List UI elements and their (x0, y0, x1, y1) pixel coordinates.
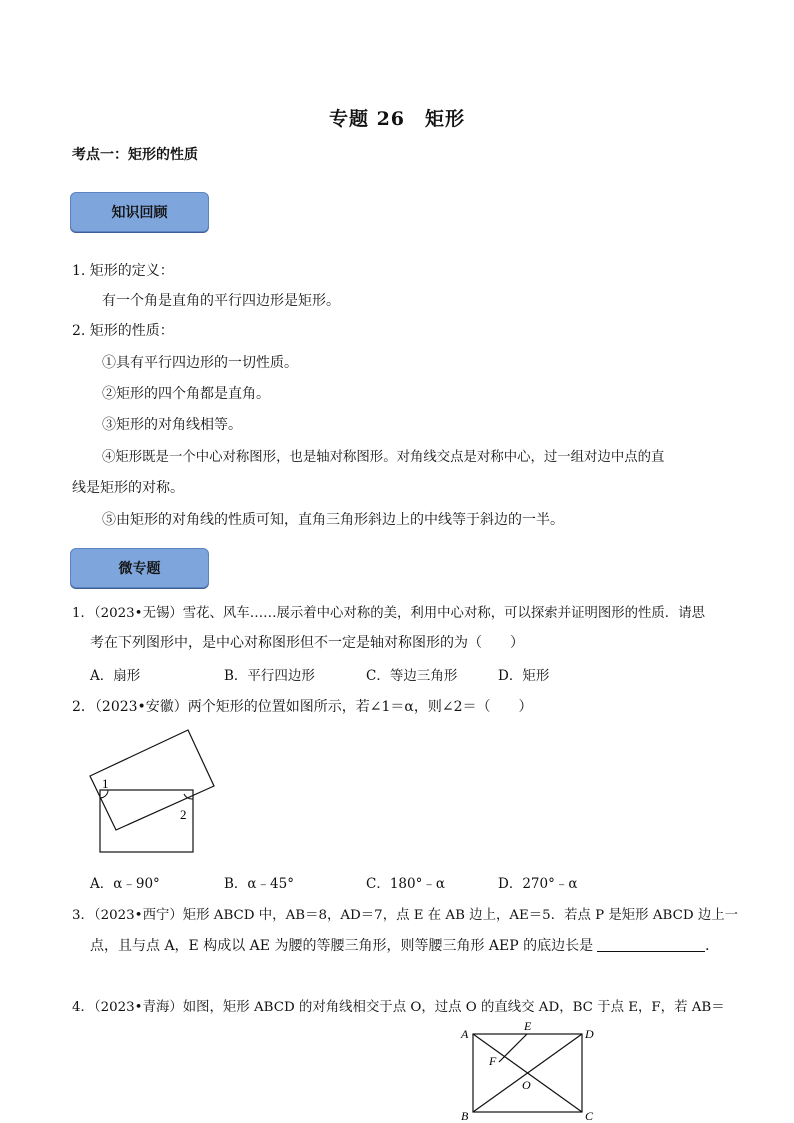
answer-blank[interactable] (597, 939, 705, 952)
label-e: E (524, 1019, 532, 1033)
review-line: ④矩形既是一个中心对称图形，也是轴对称图形。对角线交点是对称中心，过一组对边中点的直 (102, 450, 665, 465)
line-through-o (499, 1034, 527, 1062)
option-a: A．α﹣90° (90, 876, 160, 892)
banner-micro-topic (70, 548, 209, 588)
label-c: C (585, 1109, 594, 1123)
review-line: ②矩形的四个角都是直角。 (102, 386, 270, 402)
question-1-text: 考在下列图形中，是中心对称图形但不一定是轴对称图形的为（ ） (90, 635, 524, 651)
tilted-rectangle (90, 730, 214, 830)
angle-1-arc (100, 790, 108, 798)
review-line: 有一个角是直角的平行四边形是矩形。 (102, 293, 340, 309)
option-c: C．等边三角形 (366, 668, 458, 684)
option-b: B．α﹣45° (224, 876, 294, 892)
question-3-end: ． (705, 938, 720, 954)
label-o: O (522, 1078, 531, 1092)
banner-label: 知识回顾 (111, 205, 168, 221)
option-d: D．270°﹣α (498, 876, 578, 892)
question-1-text: 1．（2023•无锡）雪花、风车……展示着中心对称的美，利用中心对称，可以探索并证明图形的性质．请思 (72, 606, 705, 621)
review-line: ⑤由矩形的对角线的性质可知，直角三角形斜边上的中线等于斜边的一半。 (102, 512, 564, 528)
section-heading: 考点一：矩形的性质 (72, 147, 198, 163)
question-2-text: 2．（2023•安徽）两个矩形的位置如图所示，若∠1＝α，则∠2＝（ ） (72, 699, 533, 715)
label-a: A (461, 1027, 469, 1041)
option-d: D．矩形 (498, 668, 550, 684)
review-line: 2. 矩形的性质： (72, 323, 174, 339)
rectangle-diagonals-figure (455, 1018, 605, 1123)
question-4-text: 4．（2023•青海）如图，矩形 ABCD 的对角线相交于点 O，过点 O 的直线交 AD，BC 于点 E，F，若 AB＝ (72, 1000, 725, 1015)
banner-knowledge-review (70, 192, 209, 232)
option-c: C．180°﹣α (366, 876, 445, 892)
option-b: B．平行四边形 (224, 668, 315, 684)
question-3-text: 点，且与点 A，E 构成以 AE 为腰的等腰三角形，则等腰三角形 AEP 的底边长是 (90, 938, 594, 954)
label-b: B (461, 1109, 469, 1123)
label-d: D (585, 1027, 594, 1041)
review-line: ①具有平行四边形的一切性质。 (102, 355, 298, 371)
page-title: 专题 26 矩形 (328, 108, 466, 130)
two-rectangles-figure (80, 724, 240, 859)
review-line: 线是矩形的对称。 (72, 480, 184, 496)
angle-1-label: 1 (102, 776, 109, 791)
question-3-line2 (90, 935, 719, 955)
question-3-text: 3．（2023•西宁）矩形 ABCD 中，AB＝8，AD＝7，点 E 在 AB 边上，AE＝5．若点 P 是矩形 ABCD 边上一 (72, 908, 738, 923)
angle-2-label: 2 (180, 807, 187, 822)
review-line: ③矩形的对角线相等。 (102, 417, 242, 433)
banner-label: 微专题 (118, 561, 161, 577)
review-line: 1. 矩形的定义： (72, 263, 174, 279)
option-a: A．扇形 (90, 668, 141, 684)
label-f: F (489, 1054, 497, 1068)
